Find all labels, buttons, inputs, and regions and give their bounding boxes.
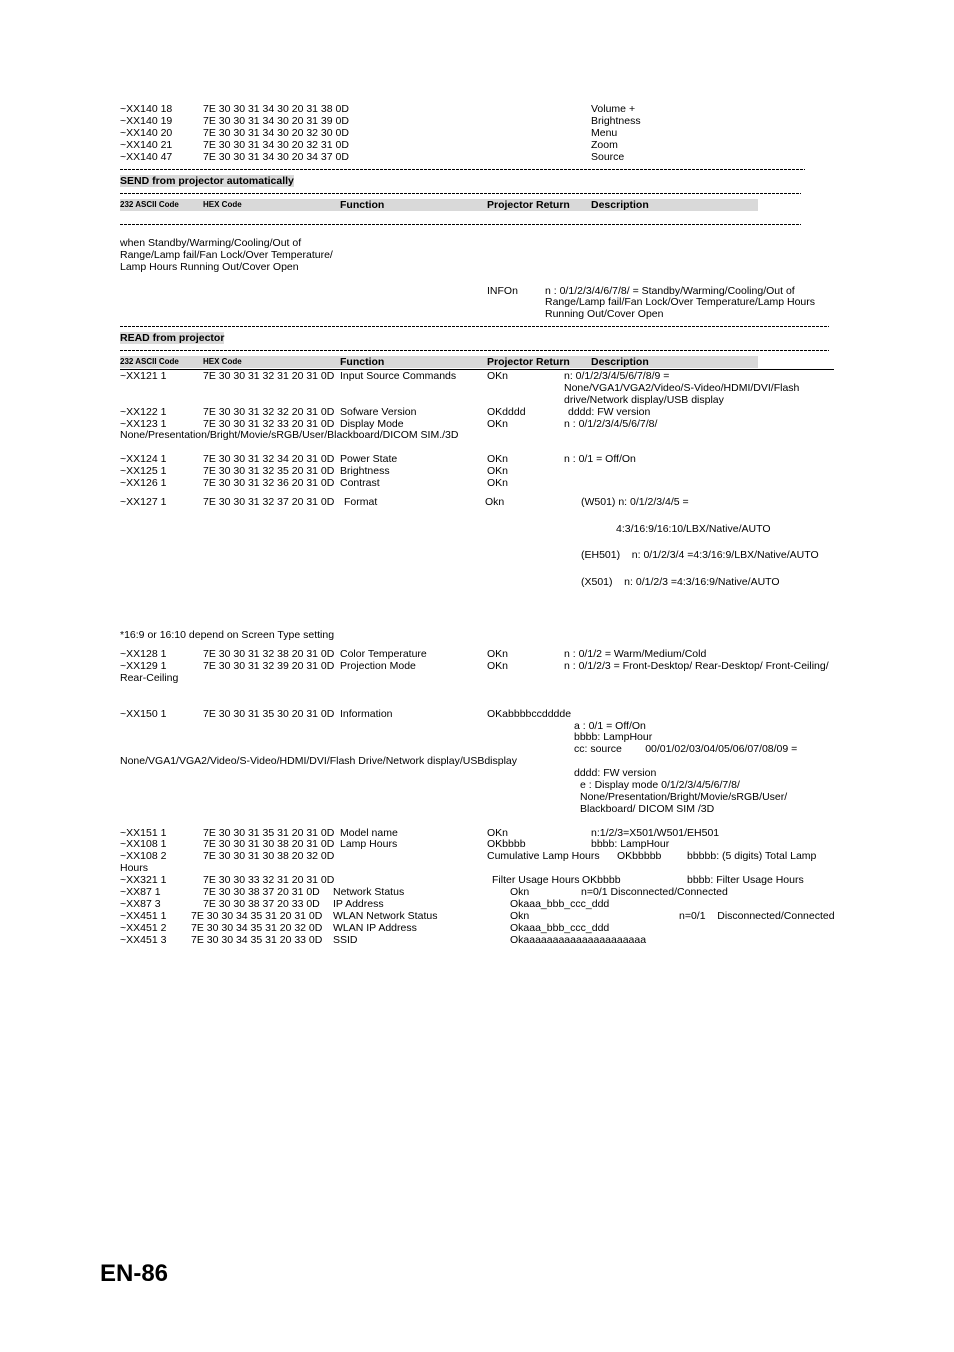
row-function: SSID (333, 934, 358, 946)
row-return: OKbbbbb (617, 850, 662, 862)
key-code-description: Menu (591, 127, 618, 139)
row-return: Okn (510, 910, 530, 922)
row-function: Lamp Hours (340, 838, 398, 850)
row-return: OKn (487, 827, 509, 839)
row-ascii: ~XX128 1 (120, 648, 167, 660)
row-ascii: ~XX108 2 (120, 850, 167, 862)
row-hex: 7E 30 30 31 32 32 20 31 0D (203, 406, 335, 418)
row-description: Hours (120, 862, 149, 874)
row-description: bbbb: LampHour (591, 838, 670, 850)
row-description: 4:3/16:9/16:10/LBX/Native/AUTO (616, 523, 771, 535)
row-ascii: ~XX150 1 (120, 708, 167, 720)
row-ascii: ~XX87 3 (120, 898, 161, 910)
row-description: e : Display mode 0/1/2/3/4/5/6/7/8/ (580, 779, 740, 791)
row-description: n=0/1 Disconnected/Connected (581, 886, 728, 898)
row-return: OKn (487, 370, 509, 382)
send-condition-line: when Standby/Warming/Cooling/Out of (120, 237, 302, 249)
row-function: Color Temperature (340, 648, 427, 660)
row-description: (W501) n: 0/1/2/3/4/5 = (581, 496, 689, 508)
row-function: Contrast (340, 477, 380, 489)
header-function: Function (340, 199, 385, 211)
row-return: OKn (487, 418, 509, 430)
row-return: OKbbbb (582, 874, 621, 886)
row-ascii: ~XX87 1 (120, 886, 161, 898)
row-description: dddd: FW version (568, 406, 651, 418)
row-return: Okaaa_bbb_ccc_ddd (510, 898, 610, 910)
row-return: OKn (487, 660, 509, 672)
row-description: Blackboard/ DICOM SIM /3D (580, 803, 715, 815)
header-function: Function (340, 356, 385, 368)
read-section-title: READ from projector (120, 332, 225, 344)
row-description: n:1/2/3=X501/W501/EH501 (591, 827, 720, 839)
send-section-title: SEND from projector automatically (120, 175, 294, 187)
row-description: n : 0/1/2 = Warm/Medium/Cold (564, 648, 707, 660)
row-description: n : 0/1/2/3 = Front-Desktop/ Rear-Desktop/ Front-Ceiling/ (564, 660, 829, 672)
row-hex: 7E 30 30 31 30 38 20 31 0D (203, 838, 335, 850)
row-ascii: ~XX122 1 (120, 406, 167, 418)
dashed-separator (120, 193, 801, 194)
row-hex: 7E 30 30 31 32 37 20 31 0D (203, 496, 335, 508)
row-function: Display Mode (340, 418, 404, 430)
row-ascii: ~XX125 1 (120, 465, 167, 477)
row-hex: 7E 30 30 31 32 34 20 31 0D (203, 453, 335, 465)
key-code-description: Brightness (591, 115, 641, 127)
row-description: n : 0/1/2/3/4/5/6/7/8/ (564, 418, 658, 430)
row-function: Sofware Version (340, 406, 417, 418)
key-code-hex: 7E 30 30 31 34 30 20 34 37 0D (203, 151, 349, 163)
row-ascii: ~XX451 3 (120, 934, 167, 946)
row-hex: 7E 30 30 38 37 20 31 0D (203, 886, 320, 898)
row-return: OKn (487, 648, 509, 660)
row-description: Rear-Ceiling (120, 672, 179, 684)
row-hex: 7E 30 30 31 32 39 20 31 0D (203, 660, 335, 672)
row-ascii: ~XX321 1 (120, 874, 167, 886)
row-return: Okn (485, 496, 505, 508)
header-ascii: 232 ASCII Code (120, 357, 179, 366)
row-function: WLAN Network Status (333, 910, 438, 922)
row-function: IP Address (333, 898, 384, 910)
send-description-line: Running Out/Cover Open (545, 308, 664, 320)
dashed-separator (120, 350, 829, 351)
dashed-separator (120, 326, 829, 327)
key-code-hex: 7E 30 30 31 34 30 20 32 30 0D (203, 127, 349, 139)
row-return: OKbbbb (487, 838, 526, 850)
row-hex: 7E 30 30 38 37 20 33 0D (203, 898, 320, 910)
row-description: n=0/1 Disconnected/Connected (679, 910, 835, 922)
row-description: (X501) n: 0/1/2/3 =4:3/16:9/Native/AUTO (581, 576, 780, 588)
row-description: bbbb: LampHour (574, 731, 653, 743)
row-hex: 7E 30 30 31 32 38 20 31 0D (203, 648, 335, 660)
row-ascii: ~XX451 2 (120, 922, 167, 934)
row-return: OKn (487, 453, 509, 465)
key-code-ascii: ~XX140 19 (120, 115, 173, 127)
key-code-ascii: ~XX140 20 (120, 127, 173, 139)
row-function: Model name (340, 827, 398, 839)
row-function: Power State (340, 453, 398, 465)
row-ascii: ~XX123 1 (120, 418, 167, 430)
format-note: *16:9 or 16:10 depend on Screen Type setting (120, 629, 335, 641)
dashed-separator (120, 224, 801, 225)
row-hex: 7E 30 30 31 32 35 20 31 0D (203, 465, 335, 477)
row-description: bbbbb: (5 digits) Total Lamp (687, 850, 817, 862)
row-return: Okaaaaaaaaaaaaaaaaaaaaa (510, 934, 647, 946)
row-description: dddd: FW version (574, 767, 657, 779)
row-description: (EH501) n: 0/1/2/3/4 =4:3/16:9/LBX/Native/AUTO (581, 549, 819, 561)
header-description: Description (591, 356, 649, 368)
send-return: INFOn (487, 285, 518, 297)
key-code-ascii: ~XX140 21 (120, 139, 173, 151)
row-description: drive/Network display/USB display (564, 394, 724, 406)
row-hex: 7E 30 30 31 32 33 20 31 0D (203, 418, 335, 430)
row-function: WLAN IP Address (333, 922, 417, 934)
row-hex: 7E 30 30 34 35 31 20 31 0D (191, 910, 323, 922)
row-function: Input Source Commands (340, 370, 457, 382)
key-code-hex: 7E 30 30 31 34 30 20 32 31 0D (203, 139, 349, 151)
header-return: Projector Return (487, 199, 570, 211)
send-description-line: n : 0/1/2/3/4/6/7/8/ = Standby/Warming/Cooling/Out of (545, 285, 795, 297)
row-function: Brightness (340, 465, 390, 477)
row-description: bbbb: Filter Usage Hours (687, 874, 804, 886)
key-code-description: Source (591, 151, 625, 163)
header-hex: HEX Code (203, 200, 242, 209)
row-ascii: ~XX121 1 (120, 370, 167, 382)
send-description-line: Range/Lamp fail/Fan Lock/Over Temperature/Lamp Hours (545, 296, 816, 308)
row-function: Information (340, 708, 393, 720)
row-return: OKn (487, 465, 509, 477)
row-hex: 7E 30 30 33 32 31 20 31 0D (203, 874, 335, 886)
key-code-description: Volume + (591, 103, 636, 115)
row-description: None/Presentation/Bright/Movie/sRGB/User/ (580, 791, 788, 803)
row-ascii: ~XX451 1 (120, 910, 167, 922)
header-return: Projector Return (487, 356, 570, 368)
row-hex: 7E 30 30 31 35 31 20 31 0D (203, 827, 335, 839)
row-description: None/VGA1/VGA2/Video/S-Video/HDMI/DVI/Flash Drive/Network display/USBdisplay (120, 755, 518, 767)
row-ascii: ~XX126 1 (120, 477, 167, 489)
row-function: Cumulative Lamp Hours (487, 850, 600, 862)
row-hex: 7E 30 30 34 35 31 20 32 0D (191, 922, 323, 934)
row-return: Okn (510, 886, 530, 898)
key-code-hex: 7E 30 30 31 34 30 20 31 38 0D (203, 103, 349, 115)
row-hex: 7E 30 30 31 35 30 20 31 0D (203, 708, 335, 720)
key-code-hex: 7E 30 30 31 34 30 20 31 39 0D (203, 115, 349, 127)
row-ascii: ~XX129 1 (120, 660, 167, 672)
row-function: Projection Mode (340, 660, 416, 672)
row-hex: 7E 30 30 31 32 36 20 31 0D (203, 477, 335, 489)
row-hex: 7E 30 30 31 32 31 20 31 0D (203, 370, 335, 382)
row-description: None/Presentation/Bright/Movie/sRGB/User/Blackboard/DICOM SIM./3D (120, 429, 459, 441)
row-description: n : 0/1 = Off/On (564, 453, 636, 465)
header-ascii: 232 ASCII Code (120, 200, 179, 209)
page-number: EN-86 (100, 1260, 169, 1287)
row-ascii: ~XX124 1 (120, 453, 167, 465)
row-return: OKabbbbccdddde (487, 708, 572, 720)
row-return: OKdddd (487, 406, 526, 418)
row-function: Filter Usage Hours (492, 874, 580, 886)
row-hex: 7E 30 30 34 35 31 20 33 0D (191, 934, 323, 946)
row-description: None/VGA1/VGA2/Video/S-Video/HDMI/DVI/Flash (564, 382, 800, 394)
row-function: Network Status (333, 886, 405, 898)
row-ascii: ~XX151 1 (120, 827, 167, 839)
row-function: Format (344, 496, 378, 508)
header-hex: HEX Code (203, 357, 242, 366)
row-return: OKn (487, 477, 509, 489)
row-hex: 7E 30 30 31 30 38 20 32 0D (203, 850, 335, 862)
row-description: a : 0/1 = Off/On (574, 720, 646, 732)
key-code-description: Zoom (591, 139, 618, 151)
row-description: n: 0/1/2/3/4/5/6/7/8/9 = (564, 370, 670, 382)
dashed-separator (120, 169, 805, 170)
key-code-ascii: ~XX140 47 (120, 151, 173, 163)
row-description: cc: source 00/01/02/03/04/05/06/07/08/09 = (574, 743, 798, 755)
header-description: Description (591, 199, 649, 211)
row-ascii: ~XX108 1 (120, 838, 167, 850)
key-code-ascii: ~XX140 18 (120, 103, 173, 115)
row-ascii: ~XX127 1 (120, 496, 167, 508)
send-condition-line: Lamp Hours Running Out/Cover Open (120, 261, 299, 273)
send-condition-line: Range/Lamp fail/Fan Lock/Over Temperature/ (120, 249, 333, 261)
row-return: Okaaa_bbb_ccc_ddd (510, 922, 610, 934)
